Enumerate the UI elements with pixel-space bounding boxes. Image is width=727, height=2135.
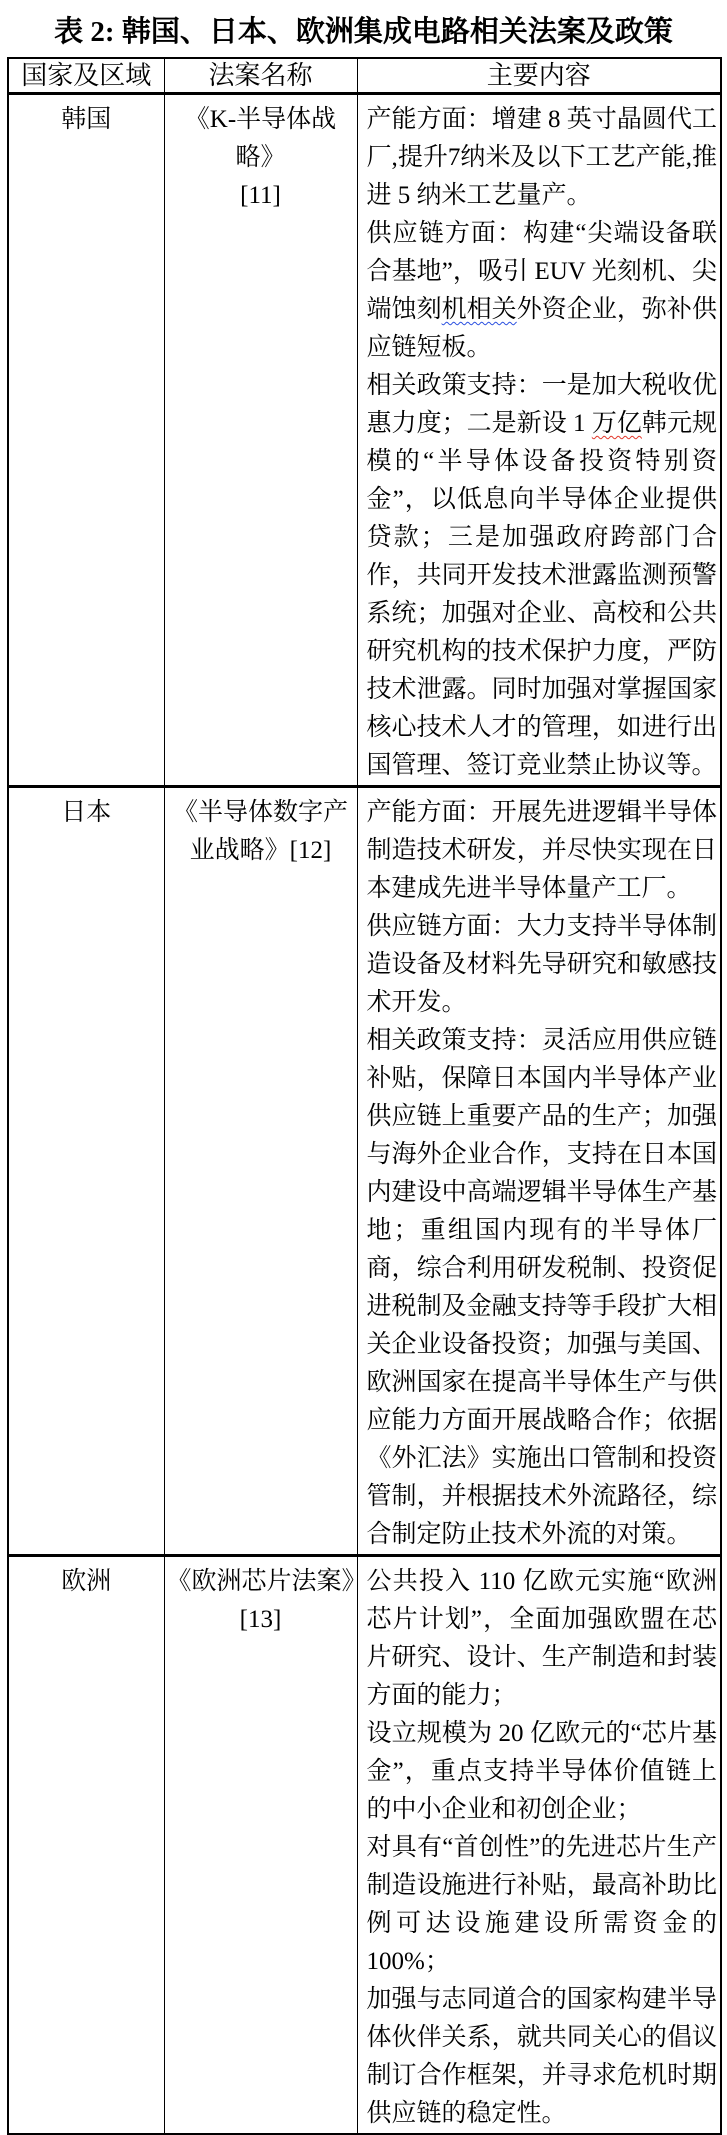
content-paragraph [367, 367, 718, 785]
law-name-line: [11] [240, 182, 281, 209]
table-row-japan [8, 787, 721, 1556]
content-cell [357, 787, 721, 1556]
text-segment: 设立规模为 20 亿欧元的“芯片基金”，重点支持半导体价值链上的中小企业和初创企业； [366, 1720, 717, 1823]
text-segment: 相关政策支持：一是加大税收优惠力度；二是新设 1 [366, 372, 717, 437]
law-cell [164, 787, 357, 1556]
col-header-region: 国家及区域 [8, 58, 164, 94]
content-paragraph [367, 794, 718, 908]
content-cell [357, 94, 721, 787]
page-title: 表 2: 韩国、日本、欧洲集成电路相关法案及政策 [54, 16, 673, 48]
text-segment: 相关政策支持：灵活应用供应链补贴，保障日本国内半导体产业供应链上重要产品的生产；加强与海外企业合作，支持在日本国内建设中高端逻辑半导体生产基地；重组国内现有的半导体厂商，综合利用研发税制、投资促进税制及金融支持等手段扩大相关企业设备投资；加强与美国、欧洲国家在提高半导体生产与供应能力方面开展战略合作；依据《外汇法》实施出口管制和投资管制，并根据技术外流路径，综合制定防止技术外流的对策。 [366, 1027, 717, 1548]
text-segment: 供应链方面：构建“尖端设备联合基地”，吸引 EUV 光刻机、尖端蚀刻 [366, 220, 717, 323]
region-cell: 韩国 [8, 94, 164, 787]
red-wavy-spellcheck-mark: 万亿 [591, 410, 642, 437]
header-row [8, 58, 721, 94]
text-segment: 产能方面：开展先进逻辑半导体制造技术研发，并尽快实现在日本建成先进半导体量产工厂。 [366, 799, 717, 902]
law-name-line: [13] [239, 1606, 282, 1633]
text-segment: 加强与志同道合的国家构建半导体伙伴关系，就共同关心的倡议制订合作框架，并寻求危机时期供应链的稳定性。 [366, 1986, 717, 2127]
content-paragraph [367, 1715, 718, 1829]
content-paragraph [367, 1829, 718, 1981]
text-segment: 外资企业，弥补供应链短板。 [366, 296, 717, 361]
content-paragraph [367, 101, 718, 215]
text-segment: 供应链方面：大力支持半导体制造设备及材料先导研究和敏感技术开发。 [366, 913, 717, 1016]
text-segment: 对具有“首创性”的先进芯片生产制造设施进行补贴，最高补助比例可达设施建设所需资金的 100%； [366, 1834, 717, 1975]
col-header-law: 法案名称 [164, 58, 357, 94]
content-paragraph [367, 1981, 718, 2133]
law-cell [164, 1556, 367, 2135]
text-segment: 产能方面：增建 8 英寸晶圆代工厂,提升7纳米及以下工艺产能,推进 5 纳米工艺量产。 [366, 106, 717, 209]
law-name-line: 《K-半导体战略》 [184, 106, 337, 171]
content-paragraph [367, 908, 718, 1022]
table-row-europe [8, 1556, 721, 2135]
region-cell: 欧洲 [8, 1556, 164, 2135]
text-segment: 公共投入 110 亿欧元实施“欧洲芯片计划”，全面加强欧盟在芯片研究、设计、生产制造和封装方面的能力； [366, 1568, 717, 1709]
content-paragraph [367, 215, 718, 367]
law-name-line: 业战略》[12] [189, 837, 332, 864]
law-name-line: 《欧洲芯片法案》 [166, 1568, 367, 1595]
content-cell [357, 1556, 721, 2135]
region-cell: 日本 [8, 787, 164, 1556]
law-name-line: 《半导体数字产 [172, 799, 348, 826]
col-header-content: 主要内容 [357, 58, 721, 94]
content-paragraph [367, 1022, 718, 1554]
table-row-korea [8, 94, 721, 787]
text-segment: 韩元规模的“半导体设备投资特别资金”，以低息向半导体企业提供贷款；三是加强政府跨部门合作，共同开发技术泄露监测预警系统；加强对企业、高校和公共研究机构的技术保护力度，严防技术泄露。同时加强对掌握国家核心技术人才的管理，如进行出国管理、签订竞业禁止协议等。 [366, 410, 717, 779]
law-cell [164, 94, 357, 787]
policy-table [7, 57, 722, 2135]
blue-wavy-spellcheck-mark: 机相关 [441, 296, 517, 323]
content-paragraph [367, 1563, 718, 1715]
